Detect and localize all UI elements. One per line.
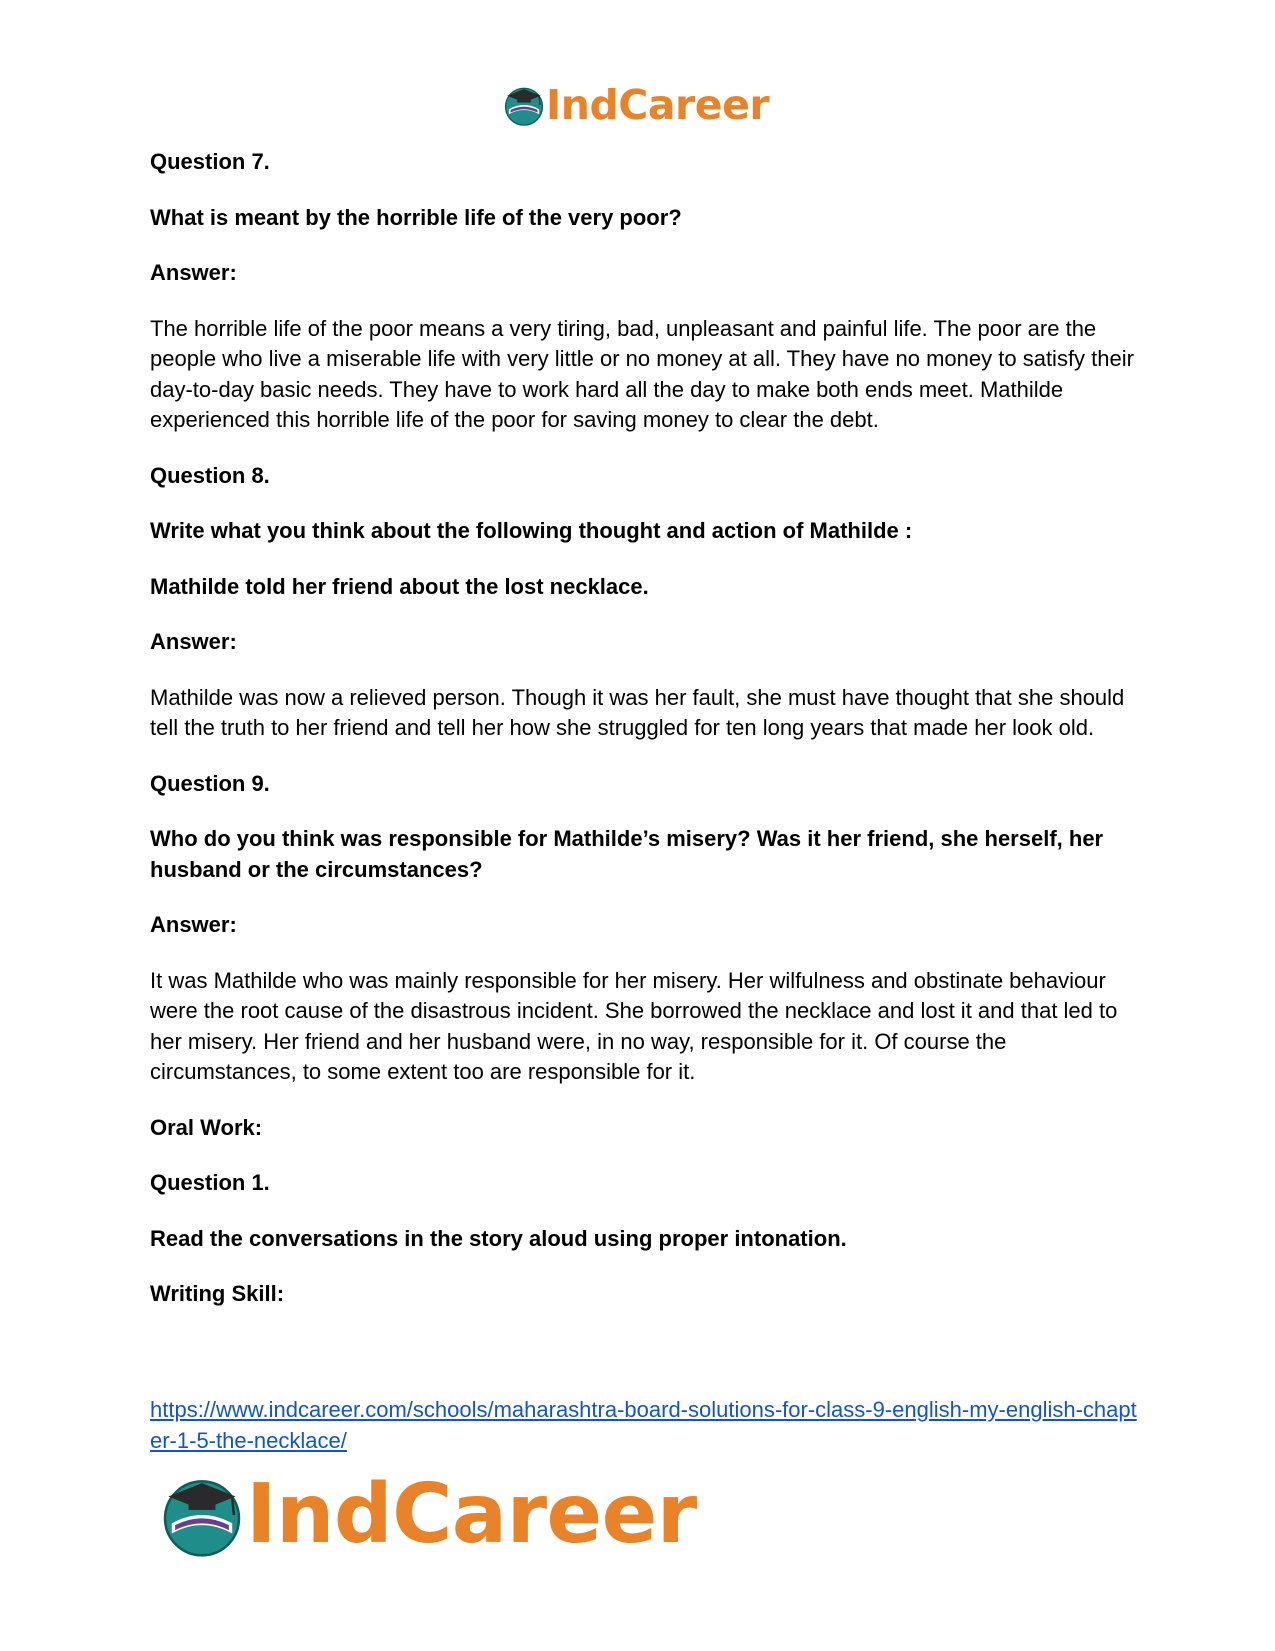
question-8-text: Write what you think about the following thought and action of Mathilde : [150, 518, 913, 543]
logo-wordmark: IndCareer [246, 1467, 697, 1562]
logo-wordmark: IndCareer [546, 80, 770, 129]
graduation-cap-book-icon [503, 84, 545, 126]
question-9-answer-label: Answer: [150, 912, 237, 937]
header-logo [503, 80, 769, 130]
question-9-answer: It was Mathilde who was mainly responsible for her misery. Her wilfulness and obstinate behaviour were the root cause of the disastrous incident. She borrowed the necklace and lost it and that led to her misery. Her friend and her husband were, in no way, responsible for it. Of course the circumstances, to some extent too are responsible for it. [150, 967, 1118, 1084]
graduation-cap-book-icon [160, 1473, 244, 1557]
oral-work-heading: Oral Work: [150, 1114, 263, 1140]
writing-skill-heading: Writing Skill: [150, 1281, 285, 1306]
document-body [150, 147, 1135, 1335]
question-7-answer: The horrible life of the poor means a very tiring, bad, unpleasant and painful life. The poor are the people who live a miserable life with very little or no money at all. They have no money to satisfy their day-to-day basic needs. They have to work hard all the day to make both ends meet. Mathilde experienced this horrible life of the poor for saving money to clear the debt. [150, 315, 1134, 432]
question-7-answer-label: Answer: [150, 260, 237, 285]
question-9-label: Question 9. [150, 770, 270, 796]
footer-logo [160, 1467, 697, 1562]
question-8-statement: Mathilde told her friend about the lost necklace. [150, 573, 649, 599]
source-url-link[interactable]: https://www.indcareer.com/schools/maharashtra-board-solutions-for-class-9-english-my-english-chapter-1-5-the-necklace/ [150, 1397, 1137, 1453]
question-8-answer-label: Answer: [150, 629, 237, 654]
question-7-label: Question 7. [150, 149, 270, 174]
question-7-text: What is meant by the horrible life of the very poor? [150, 204, 682, 230]
oral-question-1-label: Question 1. [150, 1170, 270, 1195]
question-8-label: Question 8. [150, 462, 270, 488]
oral-question-1-text: Read the conversations in the story aloud using proper intonation. [150, 1225, 847, 1251]
question-8-answer: Mathilde was now a relieved person. Though it was her fault, she must have thought that she should tell the truth to her friend and tell her how she struggled for ten long years that made her look old. [150, 684, 1125, 740]
question-9-text: Who do you think was responsible for Mathilde’s misery? Was it her friend, she herself, her husband or the circumstances? [150, 826, 1104, 882]
